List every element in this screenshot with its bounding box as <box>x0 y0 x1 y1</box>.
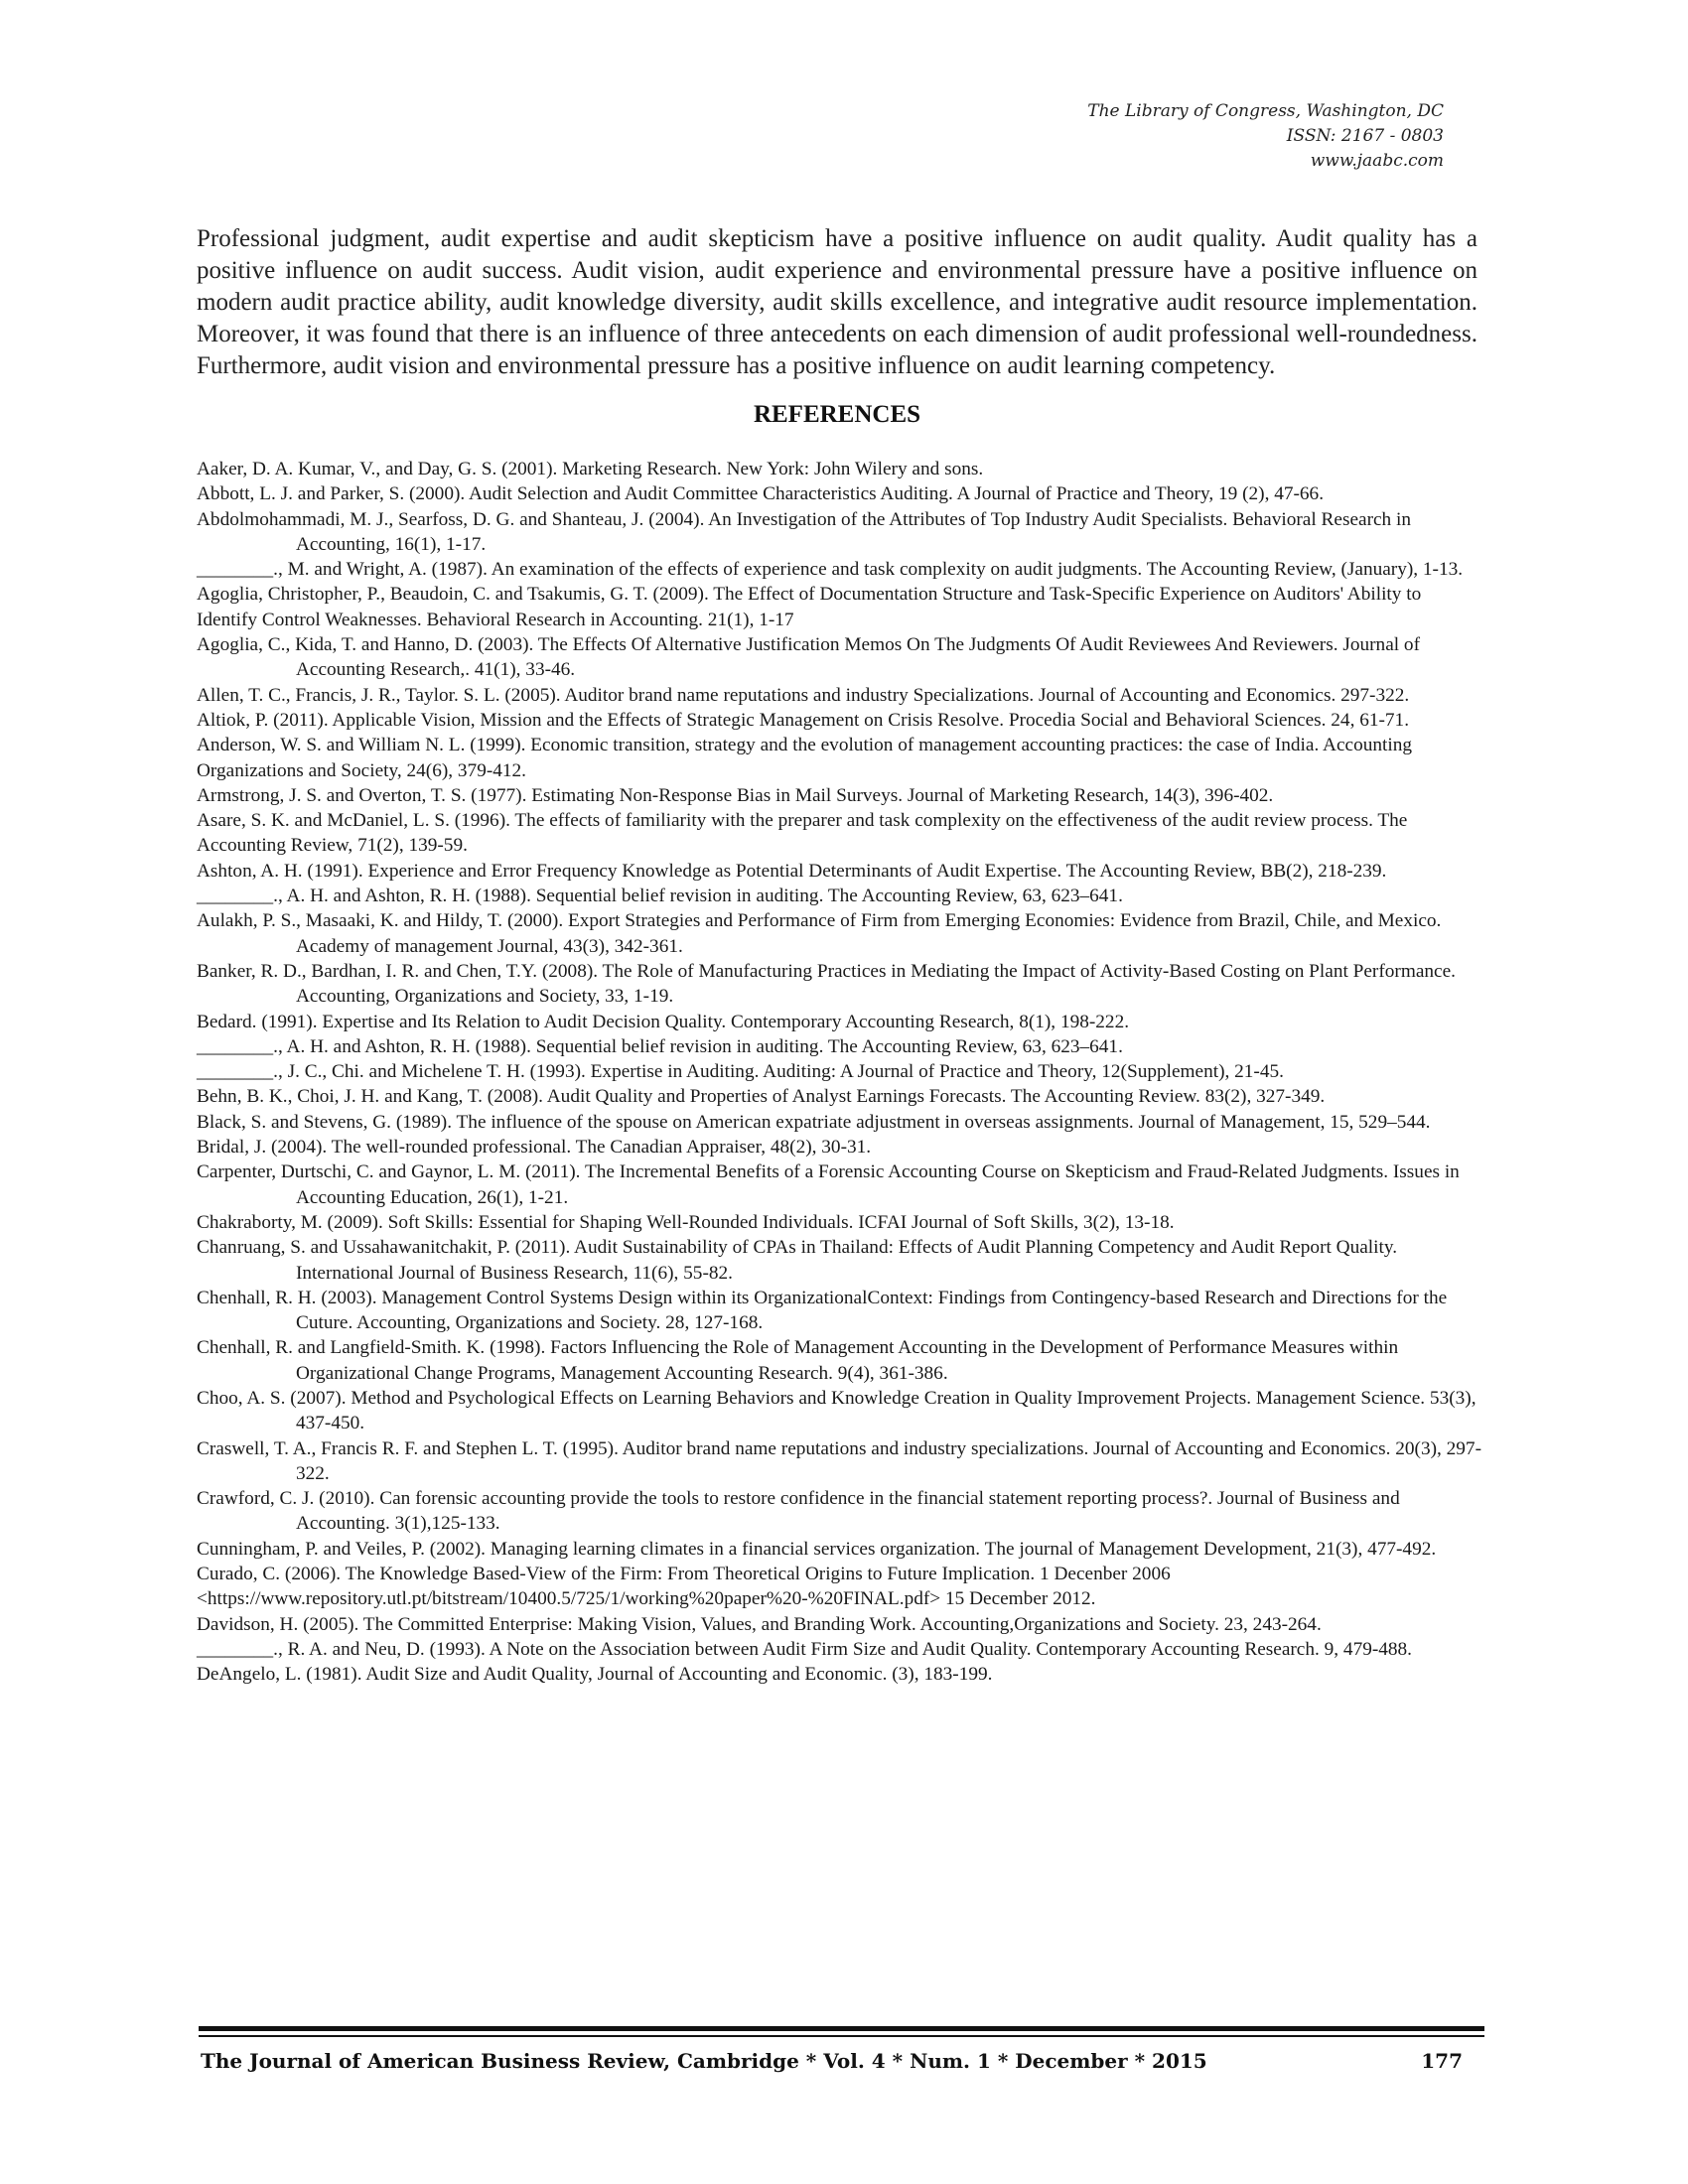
reference-item: Cunningham, P. and Veiles, P. (2002). Managing learning climates in a financial services organization. The journal of Management Development, 21(3), 477-492. <box>197 1538 1437 1560</box>
reference-item: Aulakh, P. S., Masaaki, K. and Hildy, T. (2000). Export Strategies and Performance of Firm from Emerging Economies: Evidence from Brazil, Chile, and Mexico. Academy of management Journal, 43(3), 342-361. <box>197 910 1442 957</box>
reference-item: Carpenter, Durtschi, C. and Gaynor, L. M. (2011). The Incremental Benefits of a Forensic Accounting Course on Skepticism and Fraud-Related Judgments. Issues in Accounting Education, 26(1), 1-21. <box>197 1161 1460 1208</box>
reference-item: Ashton, A. H. (1991). Experience and Error Frequency Knowledge as Potential Determinants of Audit Expertise. The Accounting Review, BB(2), 218-239. <box>197 860 1387 882</box>
reference-item: Behn, B. K., Choi, J. H. and Kang, T. (2008). Audit Quality and Properties of Analyst Earnings Forecasts. The Accounting Review. 83(2), 327-349. <box>197 1086 1326 1108</box>
reference-item: Aaker, D. A. Kumar, V., and Day, G. S. (2001). Marketing Research. New York: John Wilery and sons. <box>197 459 984 479</box>
footer-rule-thick <box>199 2026 1484 2031</box>
reference-item: Asare, S. K. and McDaniel, L. S. (1996). The effects of familiarity with the preparer and task complexity on the effectiveness of the audit review process. The Accounting Review, 71(2), 139-59. <box>197 810 1408 857</box>
reference-item: Choo, A. S. (2007). Method and Psychological Effects on Learning Behaviors and Knowledge Creation in Quality Improvement Projects. Management Science. 53(3), 437-450. <box>197 1387 1477 1434</box>
reference-item: Black, S. and Stevens, G. (1989). The influence of the spouse on American expatriate adjustment in overseas assignments. Journal of Management, 15, 529–544. <box>197 1111 1431 1133</box>
reference-item: Armstrong, J. S. and Overton, T. S. (1977). Estimating Non-Response Bias in Mail Surveys. Journal of Marketing Research, 14(3), 396-402. <box>197 784 1274 806</box>
reference-item: ________., J. C., Chi. and Michelene T. H. (1993). Expertise in Auditing. Auditing: A Journal of Practice and Theory, 12(Supplement), 21-45. <box>197 1061 1284 1083</box>
reference-item: Abbott, L. J. and Parker, S. (2000). Audit Selection and Audit Committee Characteristics Auditing. A Journal of Practice and Theory, 19 (2), 47-66. <box>197 483 1325 505</box>
reference-item: Anderson, W. S. and William N. L. (1999). Economic transition, strategy and the evolution of management accounting practices: the case of India. Accounting Organizations and Society, 24(6), 379-412. <box>197 735 1412 781</box>
footer-rule-thin <box>199 2035 1484 2037</box>
reference-item: Bedard. (1991). Expertise and Its Relation to Audit Decision Quality. Contemporary Accounting Research, 8(1), 198-222. <box>197 1011 1130 1032</box>
reference-item: ________., R. A. and Neu, D. (1993). A Note on the Association between Audit Firm Size and Audit Quality. Contemporary Accounting Research. 9, 479-488. <box>197 1638 1413 1660</box>
reference-item: Allen, T. C., Francis, J. R., Taylor. S. L. (2005). Auditor brand name reputations and industry Specializations. Journal of Accounting and Economics. 297-322. <box>197 684 1410 706</box>
header-library: The Library of Congress, Washington, DC <box>1087 101 1444 121</box>
reference-item: Altiok, P. (2011). Applicable Vision, Mission and the Effects of Strategic Management on Crisis Resolve. Procedia Social and Behavioral Sciences. 24, 61-71. <box>197 709 1410 731</box>
conclusion-paragraph: Professional judgment, audit expertise and audit skepticism have a positive influence on audit quality. Audit quality has a positive influence on audit success. Audit vision, audit experience and environmental pressure have a positive influence on modern audit practice ability, audit knowledge diversity, audit skills excellence, and integrative audit resource implementation. Moreover, it was found that there is an influence of three antecedents on each dimension of audit professional well-roundedness. Furthermore, audit vision and environmental pressure has a positive influence on audit learning competency. <box>197 225 1477 379</box>
reference-item: Agoglia, Christopher, P., Beaudoin, C. and Tsakumis, G. T. (2009). The Effect of Documentation Structure and Task-Specific Experience on Auditors' Ability to Identify Control Weaknesses. Behavioral Research in Accounting. 21(1), 1-17 <box>197 584 1422 630</box>
reference-item: Chanruang, S. and Ussahawanitchakit, P. (2011). Audit Sustainability of CPAs in Thailand: Effects of Audit Planning Competency and Audit Report Quality. International Journal of Business Research, 11(6), 55-82. <box>197 1237 1398 1284</box>
reference-item: Agoglia, C., Kida, T. and Hanno, D. (2003). The Effects Of Alternative Justification Memos On The Judgments Of Audit Reviewees And Reviewers. Journal of Accounting Research,. 41(1), 33-46. <box>197 634 1420 681</box>
reference-item: ________., A. H. and Ashton, R. H. (1988). Sequential belief revision in auditing. The Accounting Review, 63, 623–641. <box>197 1035 1123 1057</box>
header-issn: ISSN: 2167 - 0803 <box>1286 126 1444 146</box>
reference-item: Chenhall, R. and Langfield-Smith. K. (1998). Factors Influencing the Role of Management Accounting in the Development of Performance Measures within Organizational Change Programs, Management Accounting Research. 9(4), 361-386. <box>197 1337 1399 1384</box>
reference-item: DeAngelo, L. (1981). Audit Size and Audit Quality, Journal of Accounting and Economic. (3), 183-199. <box>197 1664 993 1686</box>
footer-journal-name: The Journal of American Business Review, Cambridge * Vol. 4 * Num. 1 * December * 2015 <box>201 2049 1207 2073</box>
reference-item: Bridal, J. (2004). The well-rounded professional. The Canadian Appraiser, 48(2), 30-31. <box>197 1137 872 1159</box>
reference-item: ________., A. H. and Ashton, R. H. (1988). Sequential belief revision in auditing. The Accounting Review, 63, 623–641. <box>197 886 1123 907</box>
reference-item: Curado, C. (2006). The Knowledge Based-View of the Firm: From Theoretical Origins to Future Implication. 1 Decenber 2006 <https://www.repository.utl.pt/bitstream/10400.5/725/1/working%20paper%20-%20FINAL.pdf> 15 December 2012. <box>197 1564 1171 1610</box>
reference-item: Crawford, C. J. (2010). Can forensic accounting provide the tools to restore confidence in the financial statement reporting process?. Journal of Business and Accounting. 3(1),125-133. <box>197 1488 1400 1535</box>
running-header <box>1087 99 1444 174</box>
page-number: 177 <box>1421 2049 1463 2073</box>
reference-list <box>197 457 1485 1688</box>
reference-item: Davidson, H. (2005). The Committed Enterprise: Making Vision, Values, and Branding Work. Accounting,Organizations and Society. 23, 243-264. <box>197 1613 1322 1635</box>
reference-item: ________., M. and Wright, A. (1987). An examination of the effects of experience and task complexity on audit judgments. The Accounting Review, (January), 1-13. <box>197 559 1464 581</box>
reference-item: Abdolmohammadi, M. J., Searfoss, D. G. and Shanteau, J. (2004). An Investigation of the Attributes of Top Industry Audit Specialists. Behavioral Research in Accounting, 16(1), 1-17. <box>197 508 1412 555</box>
reference-item: Chenhall, R. H. (2003). Management Control Systems Design within its OrganizationalContext: Findings from Contingency-based Research and Directions for the Cuture. Accounting, Organizations and Society. 28, 127-168. <box>197 1287 1448 1334</box>
reference-item: Craswell, T. A., Francis R. F. and Stephen L. T. (1995). Auditor brand name reputations and industry specializations. Journal of Accounting and Economics. 20(3), 297-322. <box>197 1437 1481 1484</box>
references-heading: REFERENCES <box>753 401 921 428</box>
reference-item: Banker, R. D., Bardhan, I. R. and Chen, T.Y. (2008). The Role of Manufacturing Practices in Mediating the Impact of Activity-Based Costing on Plant Performance. Accounting, Organizations and Society, 33, 1-19. <box>197 960 1456 1008</box>
header-website: www.jaabc.com <box>1310 151 1444 171</box>
reference-item: Chakraborty, M. (2009). Soft Skills: Essential for Shaping Well-Rounded Individuals. ICFAI Journal of Soft Skills, 3(2), 13-18. <box>197 1211 1175 1233</box>
